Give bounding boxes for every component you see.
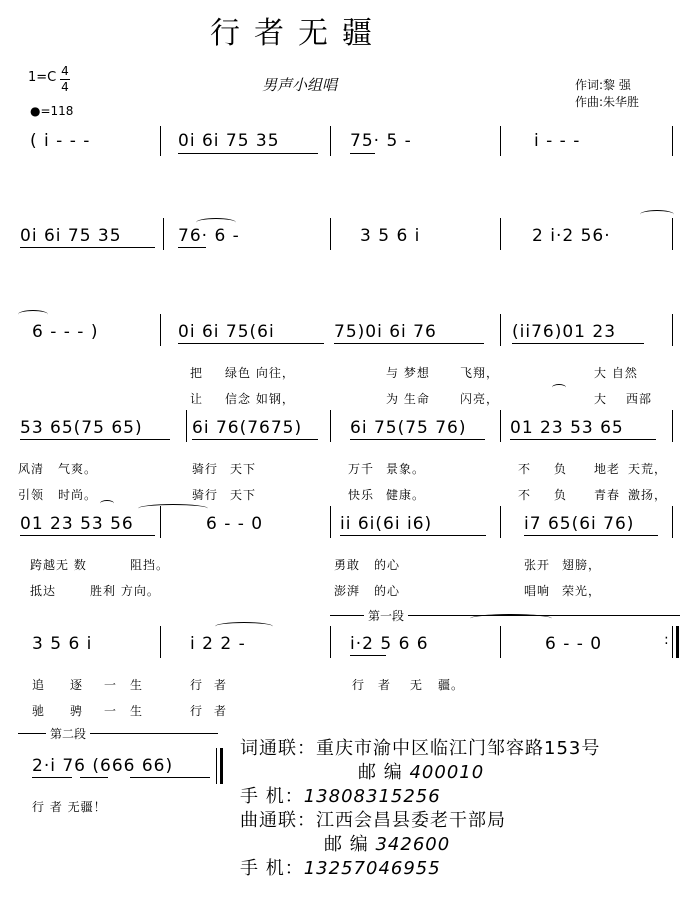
measure: 53 65(75 65) [20, 418, 143, 438]
measure: 6 - - 0 [206, 514, 264, 534]
composer-postcode-value: 342600 [375, 834, 451, 855]
composer-phone-value: 13257046955 [303, 858, 441, 879]
time-signature [60, 64, 70, 95]
beam-underline [512, 343, 644, 344]
final-barline-thick [220, 748, 223, 784]
tempo-marking [30, 104, 73, 118]
tie-slur [215, 622, 273, 631]
lyric-verse-2: 生 [130, 704, 144, 718]
measure: 01 23 53 56 [20, 514, 134, 534]
lyric-verse-1: 的心 [374, 558, 401, 572]
repeat-dots: : [664, 632, 669, 648]
measure: 6 - - 0 [545, 634, 603, 654]
lyric-verse-1: 万千 [348, 462, 375, 476]
lyric-verse-2: 激扬， [628, 488, 668, 502]
measure: i7 65(6i 76) [524, 514, 635, 534]
tie-slur [18, 310, 48, 319]
song-subtitle: 男声小组唱 [262, 76, 338, 94]
measure: 2·i 76 (666 66) [32, 756, 174, 776]
tie-slur [100, 500, 114, 507]
tie-slur [552, 384, 566, 391]
lyric-verse-1: 把 [190, 366, 204, 380]
beam-underline [178, 153, 318, 154]
lyric-verse-1: 张开 [524, 558, 551, 572]
lyricist-contact [240, 734, 600, 760]
barline [672, 218, 673, 250]
measure: 6 - - - ) [32, 322, 99, 342]
beam-underline [20, 439, 170, 440]
tie-slur [138, 504, 208, 513]
measure: (ii76)01 23 [512, 322, 617, 342]
composer-contact-label: 曲通联： [240, 810, 316, 831]
lyric-verse-1: 气爽。 [58, 462, 98, 476]
lyric-verse-1: 骑行 [192, 462, 219, 476]
beam-underline [80, 777, 108, 778]
lyric-verse-1: 跨越无 数 [30, 558, 87, 572]
lyric-verse-2: 行 [190, 704, 204, 718]
lyric-verse-2: 让 [190, 392, 204, 406]
lyric-verse-2: 时尚。 [58, 488, 98, 502]
lyric-verse-1: 疆。 [438, 678, 465, 692]
lyric-verse-1: 追 [32, 678, 46, 692]
tie-slur [470, 614, 552, 623]
lyric-verse-1: 与 梦想 [386, 366, 430, 380]
composer-contact [240, 806, 506, 832]
quarter-note-icon: ● [30, 104, 41, 118]
measure: ii 6i(6i i6) [340, 514, 433, 534]
beam-underline [340, 535, 486, 536]
tie-slur [640, 210, 674, 219]
measure: 6i 75(75 76) [350, 418, 467, 438]
barline [160, 626, 161, 658]
lyric-verse-2: 青春 [594, 488, 621, 502]
final-barline-thick [676, 626, 679, 658]
lyric-verse-2: 信念 如钢， [225, 392, 295, 406]
barline [330, 626, 331, 658]
lyric-verse-1: 翅膀， [562, 558, 602, 572]
barline [330, 126, 331, 156]
barline [500, 626, 501, 658]
barline [160, 126, 161, 156]
barline [186, 410, 187, 442]
lyric-verse-2: 澎湃 [334, 584, 361, 598]
lyricist-postcode [358, 758, 484, 784]
barline [672, 314, 673, 346]
lyric-verse-2: 抵达 [30, 584, 57, 598]
lyric-verse-2: 快乐 [348, 488, 375, 502]
measure: 3 5 6 i [360, 226, 421, 246]
beam-underline [178, 247, 206, 248]
beam-underline [350, 153, 375, 154]
measure: 75· 5 - [350, 131, 412, 151]
lyricist-postcode-label: 邮 编 [358, 762, 403, 783]
composer-phone-label: 手 机： [240, 858, 304, 879]
lyric-verse-2: 负 [554, 488, 568, 502]
barline [500, 126, 501, 156]
beam-underline [510, 439, 656, 440]
composer-postcode-label: 邮 编 [324, 834, 369, 855]
lyric-verse-2: 西部 [626, 392, 653, 406]
lyric-verse-2: 的心 [374, 584, 401, 598]
beam-underline [334, 343, 484, 344]
barline [160, 314, 161, 346]
composer-phone [240, 854, 441, 880]
beam-underline [192, 439, 318, 440]
time-signature-bottom: 4 [61, 80, 69, 94]
lyricist-phone-label: 手 机： [240, 786, 304, 807]
barline [500, 506, 501, 538]
final-barline-thin [672, 626, 673, 658]
lyric-ending: 行 者 无疆！ [32, 800, 107, 814]
lyric-verse-1: 勇敢 [334, 558, 361, 572]
barline [672, 410, 673, 442]
barline [672, 506, 673, 538]
lyricist-contact-label: 词通联： [240, 738, 316, 759]
lyric-verse-2: 闪亮， [460, 392, 500, 406]
composer-postcode [324, 830, 450, 856]
composer-credit: 作曲:朱华胜 [575, 95, 640, 109]
barline [330, 410, 331, 442]
barline [330, 218, 331, 250]
lyric-verse-1: 行 [190, 678, 204, 692]
lyricist-address: 重庆市渝中区临江门邹容路153号 [316, 738, 601, 759]
lyric-verse-2: 不 [518, 488, 532, 502]
composer-address: 江西会昌县委老干部局 [316, 810, 506, 831]
lyric-verse-1: 阻挡。 [130, 558, 170, 572]
measure: i·2 5 6 6 [350, 634, 429, 654]
beam-underline [524, 535, 658, 536]
measure: 01 23 53 65 [510, 418, 624, 438]
measure: 2 i·2 56· [532, 226, 611, 246]
song-title: 行者无疆 [210, 16, 386, 51]
measure: 0i 6i 75 35 [178, 131, 280, 151]
lyric-verse-2: 唱响 [524, 584, 551, 598]
lyric-verse-2: 驰 [32, 704, 46, 718]
lyric-verse-1: 天下 [230, 462, 257, 476]
lyricist-credit: 作词:黎 强 [575, 78, 631, 92]
beam-underline [130, 777, 210, 778]
lyric-verse-1: 一 [104, 678, 118, 692]
lyric-verse-1: 天荒， [628, 462, 668, 476]
lyric-verse-2: 胜利 方向。 [90, 584, 160, 598]
lyric-verse-2: 大 [594, 392, 608, 406]
lyric-verse-2: 健康。 [386, 488, 426, 502]
measure: i - - - [534, 131, 581, 151]
measure: ( i - - - [30, 131, 91, 151]
measure: 6i 76(7675) [192, 418, 303, 438]
lyric-verse-1: 无 [410, 678, 424, 692]
lyric-verse-2: 引领 [18, 488, 45, 502]
tempo-value: =118 [40, 104, 74, 118]
measure: i 2 2 - [190, 634, 246, 654]
lyricist-postcode-value: 400010 [409, 762, 485, 783]
lyric-verse-1: 大 自然 [594, 366, 638, 380]
beam-underline [350, 655, 386, 656]
lyric-verse-2: 为 生命 [386, 392, 430, 406]
lyric-verse-1: 风清 [18, 462, 45, 476]
measure: 3 5 6 i [32, 634, 93, 654]
measure: 76· 6 - [178, 226, 240, 246]
lyric-verse-1: 飞翔， [460, 366, 500, 380]
tie-slur [196, 218, 236, 227]
lyric-verse-1: 者 [378, 678, 392, 692]
lyric-verse-2: 骑行 [192, 488, 219, 502]
beam-underline [178, 343, 324, 344]
barline [672, 126, 673, 156]
beam-underline [20, 247, 155, 248]
beam-underline [20, 535, 155, 536]
first-ending-label: 第一段 [364, 607, 408, 624]
measure: 0i 6i 75 35 [20, 226, 122, 246]
key-signature: 1=C [28, 70, 57, 85]
lyric-verse-2: 天下 [230, 488, 257, 502]
beam-underline [32, 777, 72, 778]
lyricist-phone [240, 782, 441, 808]
time-signature-top: 4 [61, 64, 69, 78]
lyric-verse-1: 景象。 [386, 462, 426, 476]
measure: 0i 6i 75(6i [178, 322, 275, 342]
lyric-verse-1: 行 [352, 678, 366, 692]
final-barline-thin [216, 748, 217, 784]
lyric-verse-1: 绿色 向往， [225, 366, 295, 380]
second-ending-label: 第二段 [46, 725, 90, 742]
lyric-verse-1: 不 [518, 462, 532, 476]
barline [500, 218, 501, 250]
lyric-verse-1: 逐 [70, 678, 84, 692]
barline [500, 314, 501, 346]
lyric-verse-1: 生 [130, 678, 144, 692]
lyric-verse-2: 一 [104, 704, 118, 718]
lyric-verse-2: 骋 [70, 704, 84, 718]
lyricist-phone-value: 13808315256 [303, 786, 441, 807]
barline [500, 410, 501, 442]
lyric-verse-1: 地老 [594, 462, 621, 476]
beam-underline [350, 439, 485, 440]
lyric-verse-1: 者 [214, 678, 228, 692]
measure: 75)0i 6i 76 [334, 322, 437, 342]
barline [330, 506, 331, 538]
lyric-verse-1: 负 [554, 462, 568, 476]
lyric-verse-2: 者 [214, 704, 228, 718]
barline [163, 218, 164, 250]
lyric-verse-2: 荣光， [562, 584, 602, 598]
